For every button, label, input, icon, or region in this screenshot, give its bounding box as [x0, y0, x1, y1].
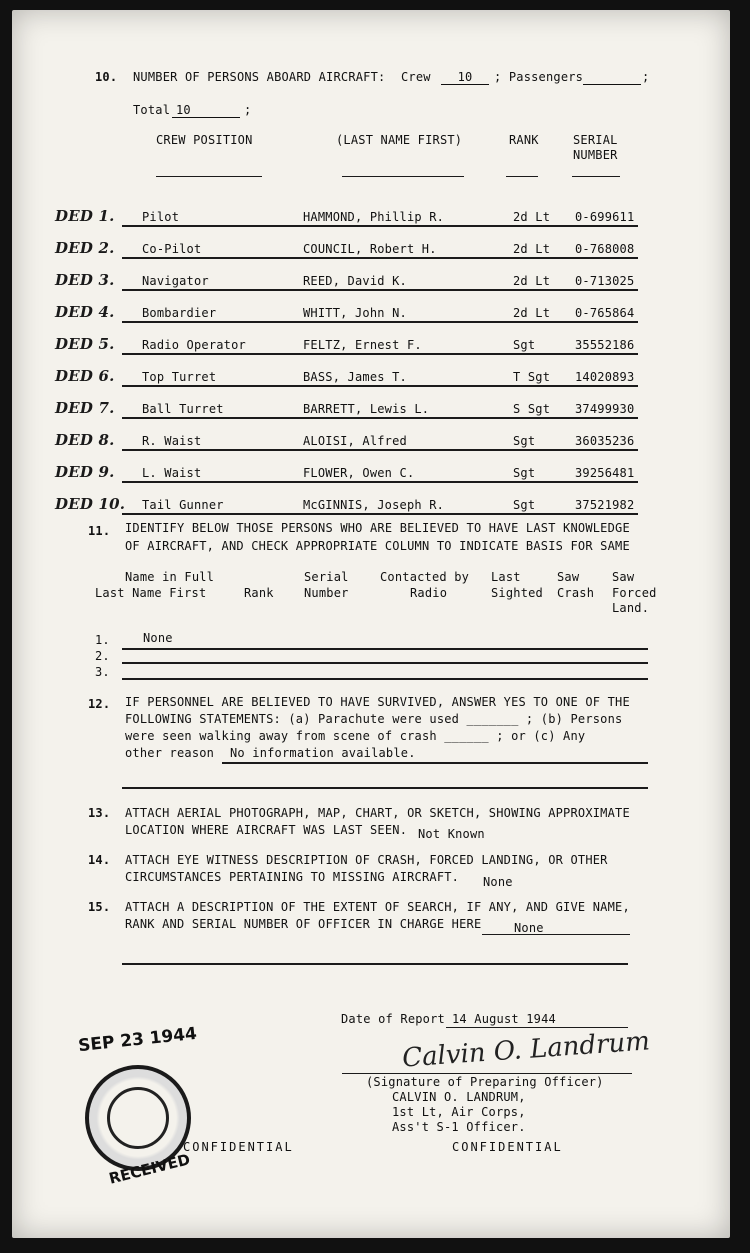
crew-rank: Sgt	[513, 466, 536, 480]
q12-rule-2	[122, 787, 648, 789]
col-serial-2: Number	[304, 586, 349, 600]
report-date-rule	[446, 1027, 628, 1028]
q11-line1: IDENTIFY BELOW THOSE PERSONS WHO ARE BELIEVED TO HAVE LAST KNOWLEDGE	[125, 521, 630, 535]
q15-line2: RANK AND SERIAL NUMBER OF OFFICER IN CHARGE HERE	[125, 917, 482, 931]
crew-position: Ball Turret	[142, 402, 224, 416]
crew-position: Navigator	[142, 274, 209, 288]
q15-value: None	[514, 921, 544, 935]
col-contacted-2: Radio	[410, 586, 448, 600]
classification-right: CONFIDENTIAL	[452, 1140, 563, 1154]
total-label: Total	[133, 103, 171, 117]
crew-serial: 36035236	[575, 434, 635, 448]
received-stamp: RECEIVED	[107, 1150, 192, 1188]
report-date-value: 14 August 1944	[452, 1012, 556, 1026]
crew-serial: 35552186	[575, 338, 635, 352]
crew-position: Top Turret	[142, 370, 217, 384]
crew-position: Pilot	[142, 210, 180, 224]
header-crew-position: CREW POSITION	[156, 133, 253, 147]
col-saw-forced-1: Saw	[612, 570, 635, 584]
crew-row-rule	[122, 225, 638, 227]
crew-serial: 0-765864	[575, 306, 635, 320]
crew-row-rule	[122, 257, 638, 259]
crew-ded-mark: DED 10.	[55, 495, 126, 513]
crew-row-rule	[122, 513, 638, 515]
q11-row3-rule	[122, 678, 648, 680]
q11-row1-num: 1.	[95, 633, 110, 647]
crew-row-rule	[122, 449, 638, 451]
crew-ded-mark: DED 2.	[55, 239, 115, 257]
q10-number: 10.	[95, 70, 118, 84]
q11-row2-num: 2.	[95, 649, 110, 663]
q12-line2: FOLLOWING STATEMENTS: (a) Parachute were used _______ ; (b) Persons	[125, 712, 623, 726]
crew-serial: 0-699611	[575, 210, 635, 224]
q12-rule-1	[222, 762, 648, 764]
passengers-count	[583, 70, 641, 85]
q13-value: Not Known	[418, 827, 485, 841]
col-name-2: Last Name First	[95, 586, 207, 600]
col-last-1: Last	[491, 570, 521, 584]
header-rank: RANK	[509, 133, 539, 147]
col-saw-crash-2: Crash	[557, 586, 595, 600]
crew-serial: 37499930	[575, 402, 635, 416]
q12-number: 12.	[88, 697, 111, 711]
crew-row-rule	[122, 417, 638, 419]
q12-line3: were seen walking away from scene of crash ______ ; or (c) Any	[125, 729, 586, 743]
q11-line2: OF AIRCRAFT, AND CHECK APPROPRIATE COLUMN TO INDICATE BASIS FOR SAME	[125, 539, 630, 553]
crew-ded-mark: DED 5.	[55, 335, 115, 353]
crew-row-rule	[122, 289, 638, 291]
crew-name: REED, David K.	[303, 274, 407, 288]
crew-label: Crew	[401, 70, 431, 84]
crew-rank: S Sgt	[513, 402, 551, 416]
officer-name: CALVIN O. LANDRUM,	[392, 1090, 526, 1104]
classification-left: CONFIDENTIAL	[183, 1140, 294, 1154]
crew-rank: 2d Lt	[513, 306, 551, 320]
signature-rule	[342, 1073, 632, 1074]
crew-rank: Sgt	[513, 434, 536, 448]
col-last-2: Sighted	[491, 586, 543, 600]
crew-count: 10	[441, 70, 489, 85]
passengers-semicolon: ;	[642, 70, 650, 84]
crew-rank: 2d Lt	[513, 242, 551, 256]
crew-name: McGINNIS, Joseph R.	[303, 498, 445, 512]
crew-serial: 0-768008	[575, 242, 635, 256]
q12-other-label: other reason	[125, 746, 215, 760]
col-saw-forced-2: Forced	[612, 586, 657, 600]
q11-number: 11.	[88, 524, 111, 538]
col-saw-crash-1: Saw	[557, 570, 580, 584]
header-rule-rank	[506, 176, 538, 177]
date-received-stamp: SEP 23 1944	[77, 1023, 198, 1057]
q13-line1: ATTACH AERIAL PHOTOGRAPH, MAP, CHART, OR SKETCH, SHOWING APPROXIMATE	[125, 806, 630, 820]
crew-ded-mark: DED 8.	[55, 431, 115, 449]
crew-rank: T Sgt	[513, 370, 551, 384]
crew-position: Co-Pilot	[142, 242, 202, 256]
crew-serial: 39256481	[575, 466, 635, 480]
q11-row1-value: None	[143, 631, 173, 645]
crew-ded-mark: DED 6.	[55, 367, 115, 385]
q15-number: 15.	[88, 900, 111, 914]
q14-line1: ATTACH EYE WITNESS DESCRIPTION OF CRASH, FORCED LANDING, OR OTHER	[125, 853, 608, 867]
signature-caption: (Signature of Preparing Officer)	[366, 1075, 604, 1089]
crew-ded-mark: DED 9.	[55, 463, 115, 481]
crew-position: Radio Operator	[142, 338, 246, 352]
crew-name: WHITT, John N.	[303, 306, 407, 320]
col-serial-1: Serial	[304, 570, 349, 584]
header-name: (LAST NAME FIRST)	[336, 133, 463, 147]
crew-ded-mark: DED 1.	[55, 207, 115, 225]
crew-row-rule	[122, 385, 638, 387]
crew-row-rule	[122, 321, 638, 323]
header-rule-name	[342, 176, 464, 177]
crew-name: FLOWER, Owen C.	[303, 466, 415, 480]
total-count: 10	[172, 103, 240, 118]
crew-serial: 37521982	[575, 498, 635, 512]
header-number: NUMBER	[573, 148, 618, 162]
crew-serial: 0-713025	[575, 274, 635, 288]
crew-row-rule	[122, 353, 638, 355]
crew-rank: Sgt	[513, 498, 536, 512]
q10-text: NUMBER OF PERSONS ABOARD AIRCRAFT:	[133, 70, 386, 84]
officer-rank: 1st Lt, Air Corps,	[392, 1105, 526, 1119]
q11-row2-rule	[122, 662, 648, 664]
col-saw-forced-3: Land.	[612, 601, 650, 615]
officer-title: Ass't S-1 Officer.	[392, 1120, 526, 1134]
crew-position: L. Waist	[142, 466, 202, 480]
crew-name: BARRETT, Lewis L.	[303, 402, 430, 416]
q14-value: None	[483, 875, 513, 889]
crew-position: R. Waist	[142, 434, 202, 448]
col-rank: Rank	[244, 586, 274, 600]
crew-ded-mark: DED 3.	[55, 271, 115, 289]
col-contacted-1: Contacted by	[380, 570, 470, 584]
q13-number: 13.	[88, 806, 111, 820]
crew-rank: 2d Lt	[513, 210, 551, 224]
crew-position: Bombardier	[142, 306, 217, 320]
q15-rule-1	[482, 934, 630, 935]
crew-ded-mark: DED 4.	[55, 303, 115, 321]
crew-rank: 2d Lt	[513, 274, 551, 288]
crew-name: FELTZ, Ernest F.	[303, 338, 422, 352]
q12-line1: IF PERSONNEL ARE BELIEVED TO HAVE SURVIVED, ANSWER YES TO ONE OF THE	[125, 695, 630, 709]
officer-signature: Calvin O. Landrum	[401, 1026, 651, 1074]
crew-position: Tail Gunner	[142, 498, 224, 512]
crew-rank: Sgt	[513, 338, 536, 352]
total-semicolon: ;	[244, 103, 252, 117]
q11-row1-rule	[122, 648, 648, 650]
crew-name: COUNCIL, Robert H.	[303, 242, 437, 256]
crew-name: ALOISI, Alfred	[303, 434, 407, 448]
q13-line2: LOCATION WHERE AIRCRAFT WAS LAST SEEN.	[125, 823, 408, 837]
crew-ded-mark: DED 7.	[55, 399, 115, 417]
header-serial: SERIAL	[573, 133, 618, 147]
crew-name: HAMMOND, Phillip R.	[303, 210, 445, 224]
q12-other-value: No information available.	[230, 746, 416, 760]
header-rule-position	[156, 176, 262, 177]
q15-rule-2	[122, 963, 628, 965]
q14-number: 14.	[88, 853, 111, 867]
col-name-1: Name in Full	[125, 570, 215, 584]
report-date-label: Date of Report	[341, 1012, 445, 1026]
q14-line2: CIRCUMSTANCES PERTAINING TO MISSING AIRCRAFT.	[125, 870, 460, 884]
header-rule-serial	[572, 176, 620, 177]
q11-row3-num: 3.	[95, 665, 110, 679]
q15-line1: ATTACH A DESCRIPTION OF THE EXTENT OF SEARCH, IF ANY, AND GIVE NAME,	[125, 900, 630, 914]
crew-serial: 14020893	[575, 370, 635, 384]
crew-name: BASS, James T.	[303, 370, 407, 384]
passengers-label: ; Passengers	[494, 70, 584, 84]
crew-row-rule	[122, 481, 638, 483]
